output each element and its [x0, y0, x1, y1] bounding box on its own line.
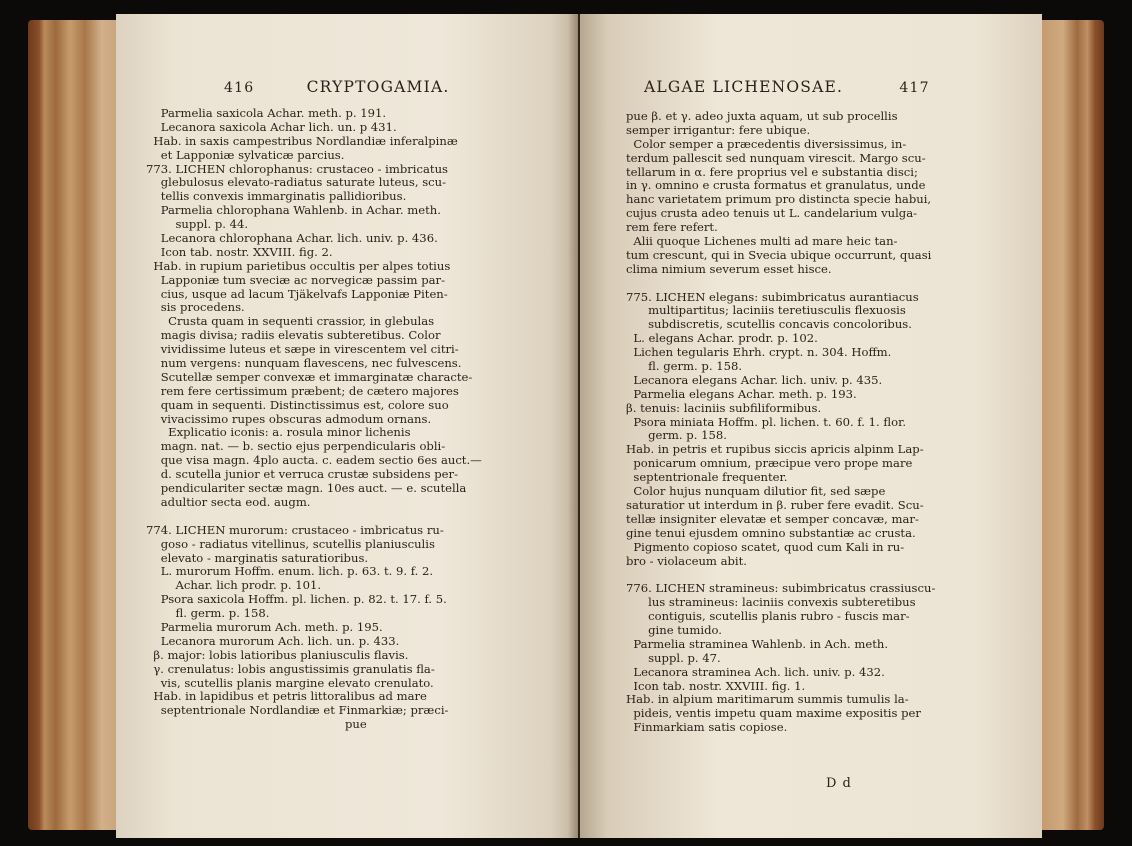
- text-line: Color semper a præcedentis diversissimus, in-: [626, 136, 907, 151]
- text-line: Parmelia chlorophana Wahlenb. in Achar. meth.: [146, 203, 441, 218]
- text-line: Hab. in rupium parietibus occultis per alpes totius: [146, 258, 451, 273]
- text-line: subdiscretis, scutellis concavis concoloribus.: [626, 317, 912, 332]
- text-line: Scutellæ semper convexæ et immarginatæ characte-: [146, 369, 473, 384]
- text-line: Icon tab. nostr. XXVIII. fig. 2.: [146, 244, 333, 259]
- left-running-head-row: [224, 78, 449, 96]
- text-line: Achar. lich prodr. p. 101.: [146, 578, 322, 593]
- text-line: pendiculariter sectæ magn. 10es auct. — e. scutella: [146, 481, 467, 496]
- text-line: suppl. p. 47.: [626, 650, 721, 665]
- text-line: Parmelia elegans Achar. meth. p. 193.: [626, 386, 857, 401]
- text-line: Finmarkiam satis copiose.: [626, 720, 788, 735]
- text-line: Parmelia saxicola Achar. meth. p. 191.: [146, 106, 387, 120]
- text-line: Crusta quam in sequenti crassior, in glebulas: [146, 314, 435, 329]
- text-line: β. tenuis: laciniis subfiliformibus.: [626, 400, 822, 415]
- text-line: d. scutella junior et verruca crustæ subsidens per-: [146, 467, 458, 482]
- text-line: Pigmento copioso scatet, quod cum Kali in ru-: [626, 539, 905, 554]
- text-line: Alii quoque Lichenes multi ad mare heic tan-: [626, 234, 898, 249]
- text-line: tellæ insigniter elevatæ et semper concavæ, mar-: [626, 511, 919, 526]
- text-line: magis divisa; radiis elevatis subteretibus. Color: [146, 328, 441, 343]
- right-running-head-row: [644, 78, 930, 96]
- text-line: pue: [146, 717, 367, 732]
- left-page-number: 416: [224, 80, 255, 96]
- text-line: semper irrigantur: fere ubique.: [626, 122, 811, 137]
- left-page-edges: [28, 20, 120, 830]
- text-line: Parmelia stramineа Wahlenb. in Ach. meth.: [626, 636, 889, 651]
- text-line: bro - violaceum abit.: [626, 553, 747, 568]
- open-book: [28, 14, 1104, 844]
- text-line: elevato - marginatis saturatioribus.: [146, 550, 369, 565]
- text-line: que visa magn. 4plo aucta. c. eadem sectio 6es auct.—: [146, 453, 482, 468]
- text-line: num vergens: nunquam flavescens, nec fulvescens.: [146, 356, 462, 371]
- text-line: clima nimium severum esset hisce.: [626, 261, 832, 276]
- text-line: cius, usque ad lacum Tjäkelvafs Lapponiæ Piten-: [146, 286, 448, 301]
- text-line: tellis convexis immarginatis pallidioribus.: [146, 189, 407, 204]
- text-line: pue β. et γ. adeo juxta aquam, ut sub procellis: [626, 109, 898, 123]
- text-line: 774. LICHEN murorum: crustaceo - imbricatus ru-: [146, 522, 444, 537]
- text-line: in γ. omnino e crusta formatus et granulatus, unde: [626, 178, 926, 193]
- text-line: Hab. in lapidibus et petris littoralibus ad mare: [146, 689, 427, 704]
- text-line: fl. germ. p. 158.: [626, 359, 743, 374]
- text-line: vividissime luteus et sæpe in virescentem vel citri-: [146, 342, 459, 357]
- text-line: 776. LICHEN stramineus: subimbricatus crassiuscu-: [626, 581, 936, 596]
- text-line: saturatior ut interdum in β. ruber fere evadit. Scu-: [626, 497, 924, 512]
- text-line: vivacissimo rupes obscuras admodum ornans.: [146, 411, 432, 426]
- text-line: Lecanora murorum Ach. lich. un. p. 433.: [146, 633, 400, 648]
- text-line: Lapponiæ tum sveciæ ac norvegicæ passim par-: [146, 272, 445, 287]
- text-line: gine tumido.: [626, 622, 722, 637]
- text-line: terdum pallescit sed nunquam virescit. Margo scu-: [626, 150, 926, 165]
- text-line: septentrionale Nordlandiæ et Finmarkiæ; præci-: [146, 703, 449, 718]
- text-line: γ. crenulatus: lobis angustissimis granulatis fla-: [146, 661, 435, 676]
- left-page: [116, 14, 578, 838]
- text-line: L. elegans Achar. prodr. p. 102.: [626, 331, 818, 346]
- text-line: Explicatio iconis: a. rosula minor lichenis: [146, 425, 411, 440]
- text-line: Hab. in petris et rupibus siccis apricis alpinm Lap-: [626, 442, 924, 457]
- right-page: [580, 14, 1042, 838]
- text-line: Psora miniata Hoffm. pl. lichen. t. 60. f. 1. flor.: [626, 414, 907, 429]
- text-line: glebulosus elevato-radiatus saturate luteus, scu-: [146, 175, 447, 190]
- text-line: adultior secta eod. augm.: [146, 494, 311, 509]
- text-line: multipartitus; laciniis teretiusculis flexuosis: [626, 303, 906, 318]
- text-line: quam in sequenti. Distinctissimus est, colore suo: [146, 397, 449, 412]
- text-line: contiguis, scutellis planis rubro - fuscis mar-: [626, 609, 910, 624]
- text-line: cujus crusta adeo tenuis ut L. candelarium vulga-: [626, 206, 918, 221]
- text-line: rem fere certissimum præbent; de cætero majores: [146, 383, 459, 398]
- text-line: hanc varietatem primum pro distincta specie habui,: [626, 192, 932, 207]
- right-page-edges: [1040, 20, 1104, 830]
- text-line: rem fere refert.: [626, 220, 718, 235]
- text-line: Lecanora elegans Achar. lich. univ. p. 435.: [626, 372, 883, 387]
- text-line: magn. nat. — b. sectio ejus perpendicularis obli-: [146, 439, 446, 454]
- text-line: Lichen tegularis Ehrh. crypt. n. 304. Hoffm.: [626, 345, 892, 360]
- text-line: et Lapponiæ sylvaticæ parcius.: [146, 147, 345, 162]
- text-line: [626, 568, 935, 582]
- text-line: Icon tab. nostr. XXVIII. fig. 1.: [626, 678, 806, 693]
- text-line: Parmelia murorum Ach. meth. p. 195.: [146, 619, 383, 634]
- text-line: L. murorum Hoffm. enum. lich. p. 63. t. 9. f. 2.: [146, 564, 434, 579]
- right-page-number: 417: [899, 80, 930, 96]
- text-line: fl. germ. p. 158.: [146, 606, 270, 621]
- text-line: vis, scutellis planis margine elevato crenulato.: [146, 675, 434, 690]
- text-line: Lecanora straminea Ach. lich. univ. p. 432.: [626, 664, 885, 679]
- text-line: 775. LICHEN elegans: subimbricatus aurantiacus: [626, 289, 919, 304]
- left-running-head: CRYPTOGAMIA.: [306, 78, 450, 96]
- text-line: Hab. in alpium maritimarum summis tumulis la-: [626, 692, 909, 707]
- text-line: [146, 510, 482, 524]
- text-line: Lecanora saxicola Achar lich. un. p 431.: [146, 119, 397, 134]
- text-line: ponicarum omnium, præcipue vero prope mare: [626, 456, 913, 471]
- text-line: goso - radiatus vitellinus, scutellis planiusculis: [146, 536, 435, 551]
- left-page-text: [146, 107, 482, 732]
- right-page-text: [626, 110, 935, 735]
- text-line: Psora saxicola Hoffm. pl. lichen. p. 82. t. 17. f. 5.: [146, 592, 447, 607]
- text-line: suppl. p. 44.: [146, 217, 249, 232]
- text-line: [626, 277, 935, 291]
- text-line: septentrionale frequenter.: [626, 470, 788, 485]
- text-line: Hab. in saxis campestribus Nordlandiæ inferalpinæ: [146, 133, 458, 148]
- signature-mark: D d: [826, 776, 852, 791]
- text-line: germ. p. 158.: [626, 428, 727, 443]
- text-line: Color hujus nunquam dilutior fit, sed sæpe: [626, 484, 886, 499]
- text-line: Lecanora chlorophana Achar. lich. univ. p. 436.: [146, 231, 438, 246]
- text-line: tum crescunt, qui in Svecia ubique occurrunt, quasi: [626, 247, 932, 262]
- text-line: sis procedens.: [146, 300, 245, 315]
- text-line: β. major: lobis latioribus planiusculis flavis.: [146, 647, 409, 662]
- text-line: lus stramineus: laciniis convexis subteretibus: [626, 595, 916, 610]
- text-line: 773. LICHEN chlorophanus: crustaceo - imbricatus: [146, 161, 448, 176]
- text-line: pideis, ventis impetu quam maxime expositis per: [626, 706, 921, 721]
- right-running-head: ALGAE LICHENOSAE.: [644, 78, 844, 96]
- text-line: gine tenui ejusdem omnino substantiæ ac crusta.: [626, 525, 916, 540]
- text-line: tellarum in α. fere proprius vel e substantia disci;: [626, 164, 918, 179]
